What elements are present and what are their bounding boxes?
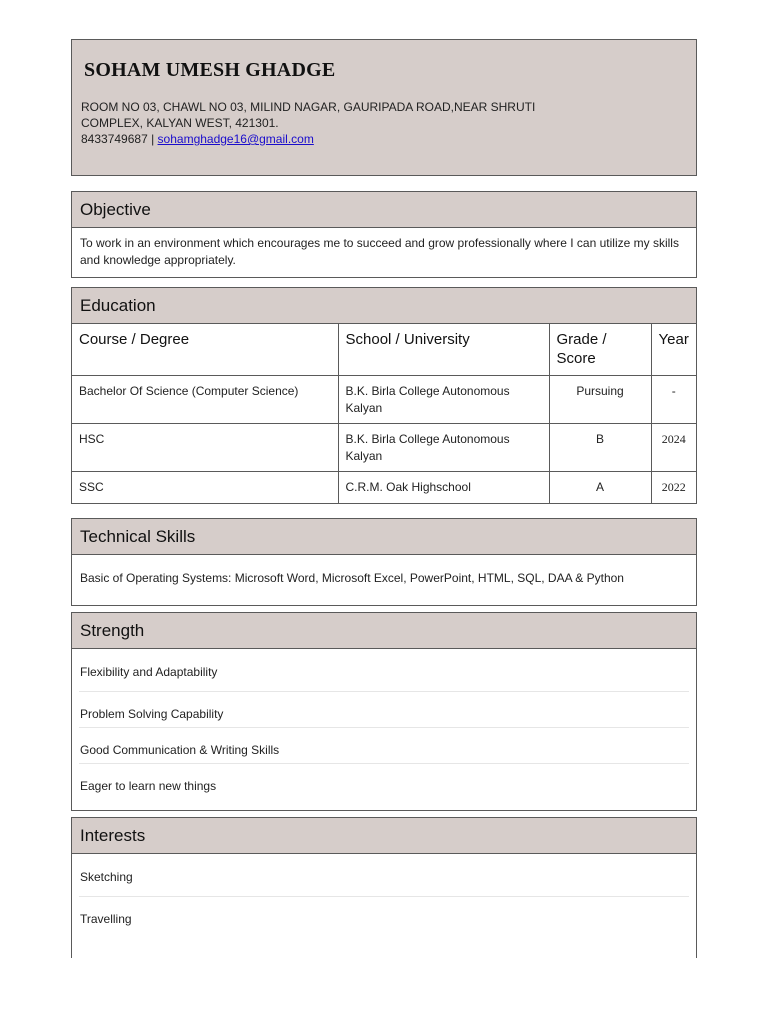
grade-cell: Pursuing [549, 376, 651, 424]
column-header-course: Course / Degree [72, 324, 338, 376]
objective-section [71, 191, 697, 278]
table-row [72, 376, 696, 424]
list-item: Good Communication & Writing Skills [79, 728, 689, 764]
interests-section [71, 817, 697, 958]
technical-skills-text: Basic of Operating Systems: Microsoft Word, Microsoft Excel, PowerPoint, HTML, SQL, DAA & Python [80, 571, 624, 585]
education-title: Education [72, 288, 696, 324]
technical-skills-title: Technical Skills [72, 519, 696, 555]
year-cell: 2022 [661, 480, 686, 494]
year-cell: 2024 [651, 424, 696, 472]
list-item: Problem Solving Capability [79, 692, 689, 728]
contact-separator: | [147, 132, 158, 146]
education-table [72, 324, 696, 503]
address-text: ROOM NO 03, CHAWL NO 03, MILIND NAGAR, GAURIPADA ROAD,NEAR SHRUTI COMPLEX, KALYAN WEST, 421301. [81, 100, 536, 130]
list-item: Sketching [79, 854, 689, 897]
school-cell: C.R.M. Oak Highschool [338, 472, 549, 503]
course-cell: Bachelor Of Science (Computer Science) [72, 376, 338, 424]
course-cell: HSC [72, 424, 338, 472]
school-cell: B.K. Birla College Autonomous Kalyan [338, 376, 549, 424]
column-header-year: Year [651, 324, 696, 376]
column-header-grade: Grade / Score [549, 324, 651, 376]
grade-cell: A [549, 472, 651, 503]
resume-header [71, 39, 697, 176]
email-link[interactable]: sohamghadge16@gmail.com [157, 132, 314, 146]
contact-line [81, 131, 314, 147]
objective-title: Objective [72, 192, 696, 228]
school-cell: B.K. Birla College Autonomous Kalyan [338, 424, 549, 472]
list-item: Flexibility and Adaptability [79, 649, 689, 692]
education-section [71, 287, 697, 504]
technical-skills-section [71, 518, 697, 606]
course-cell: SSC [72, 472, 338, 503]
list-item: Eager to learn new things [80, 779, 217, 793]
list-item: Travelling [80, 912, 132, 926]
table-row [72, 472, 696, 503]
strength-section [71, 612, 697, 811]
interests-title: Interests [72, 818, 696, 854]
objective-text: To work in an environment which encourages me to succeed and grow professionally where I can utilize my skills and knowledge appropriately. [80, 236, 679, 267]
candidate-name: SOHAM UMESH GHADGE [84, 59, 336, 81]
column-header-school: School / University [338, 324, 549, 376]
grade-cell: B [549, 424, 651, 472]
table-row [72, 424, 696, 472]
year-cell: - [651, 376, 696, 424]
phone-number: 8433749687 [81, 132, 148, 146]
education-header-row [72, 324, 696, 376]
strength-title: Strength [72, 613, 696, 649]
